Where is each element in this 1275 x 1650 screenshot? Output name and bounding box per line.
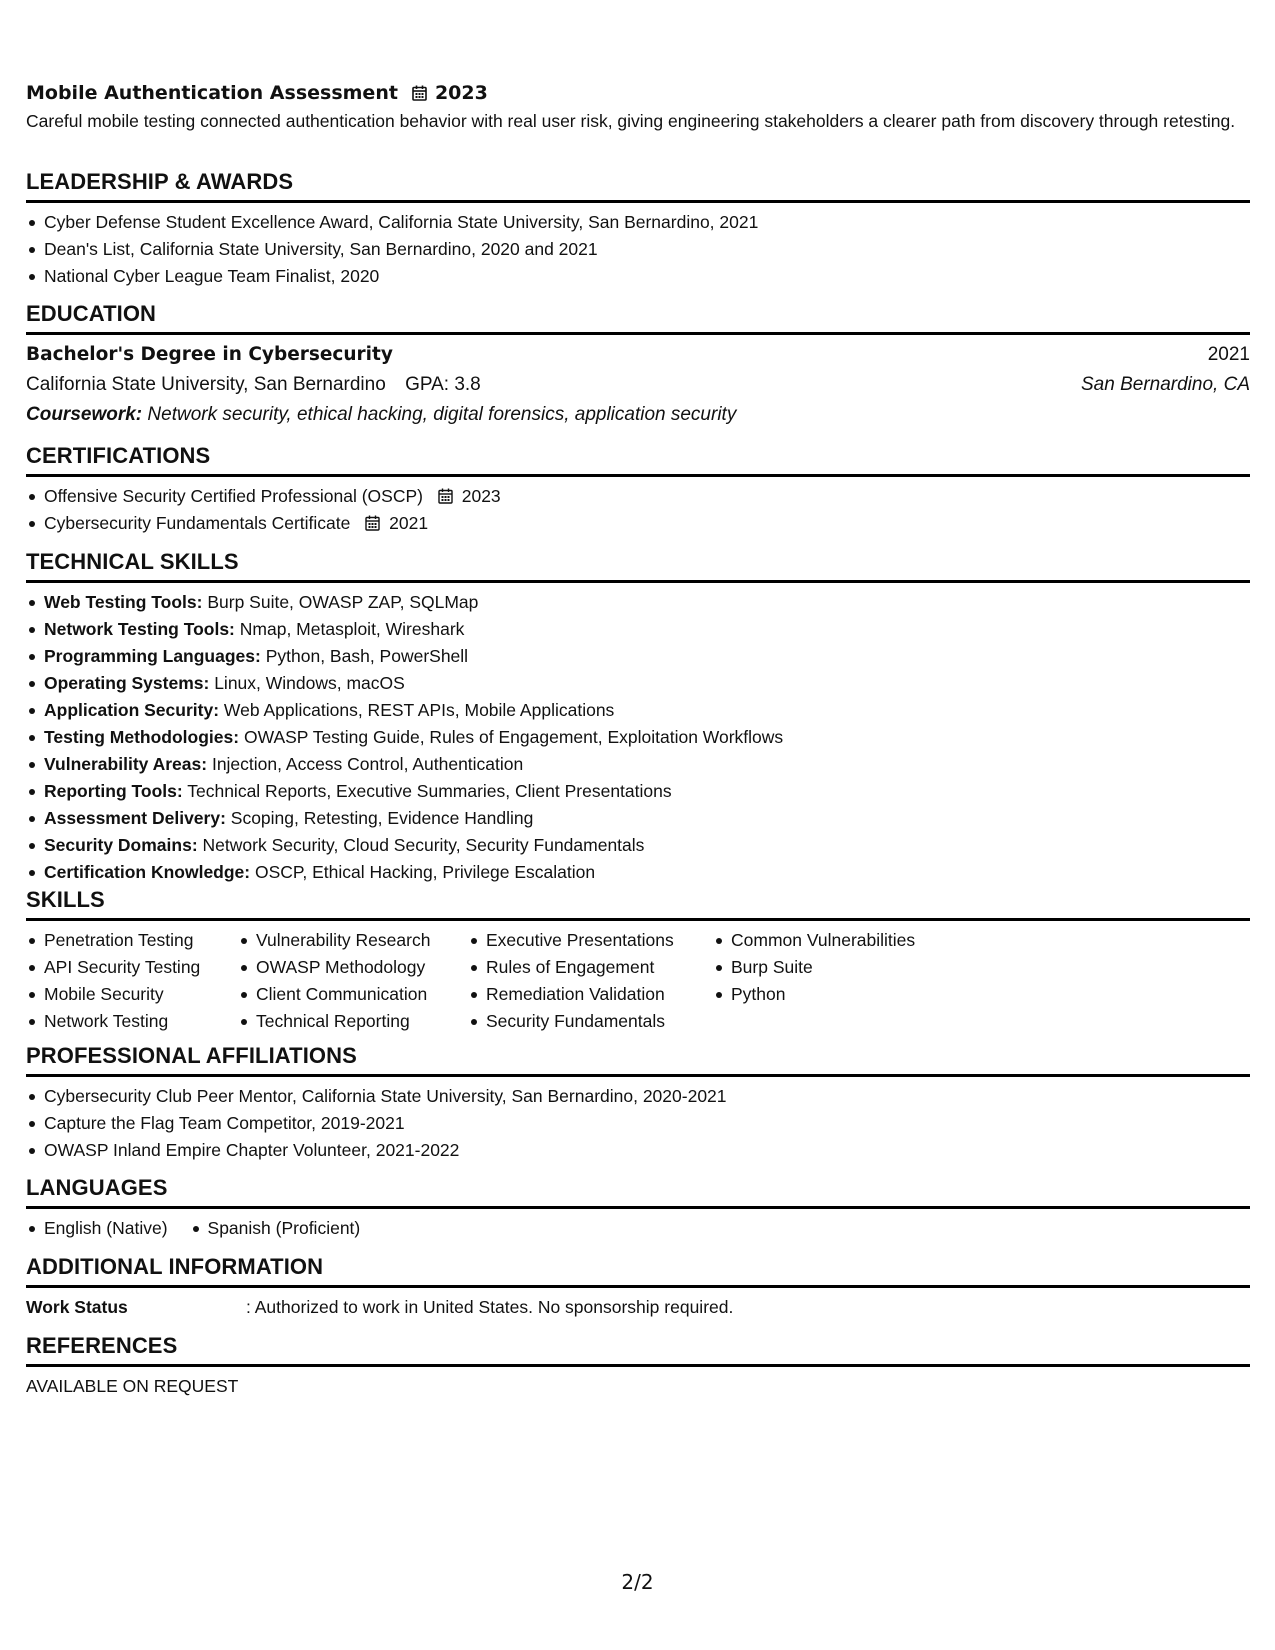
skill-category <box>26 643 1250 670</box>
certification-year: 2021 <box>389 513 429 533</box>
page-number: 2/2 <box>621 1570 654 1594</box>
section-title: PROFESSIONAL AFFILIATIONS <box>26 1042 1250 1077</box>
references-text: AVAILABLE ON REQUEST <box>26 1376 239 1396</box>
awards-list <box>26 209 1250 290</box>
coursework <box>26 400 1250 430</box>
skill-category-value: Network Security, Cloud Security, Security Fundamentals <box>202 835 645 855</box>
calendar-icon <box>412 85 427 101</box>
list-item: Dean's List, California State University, San Bernardino, 2020 and 2021 <box>26 236 1250 263</box>
section-leadership-awards <box>26 168 1250 290</box>
section-title: CERTIFICATIONS <box>26 442 1250 477</box>
language-item: Spanish (Proficient) <box>190 1215 361 1242</box>
certification-name: Offensive Security Certified Professional (OSCP) <box>44 486 423 506</box>
list-item: Cyber Defense Student Excellence Award, California State University, San Bernardino, 2021 <box>26 209 1250 236</box>
project-entry <box>26 80 1250 134</box>
skill-category <box>26 616 1250 643</box>
skills-column <box>713 927 973 1035</box>
work-status-label: Work Status <box>26 1297 128 1317</box>
skills-column <box>468 927 713 1035</box>
project-description: Careful mobile testing connected authentication behavior with real user risk, giving engineering stakeholders a clearer path from discovery through retesting. <box>26 111 1236 131</box>
skill-category-label: Reporting Tools: <box>44 781 183 801</box>
skill-item: Penetration Testing <box>26 927 238 954</box>
skill-item: OWASP Methodology <box>238 954 468 981</box>
skill-category-value: Injection, Access Control, Authentication <box>211 754 524 774</box>
skill-category-value: Technical Reports, Executive Summaries, Client Presentations <box>187 781 672 801</box>
skill-category-label: Programming Languages: <box>44 646 261 666</box>
skill-category-label: Vulnerability Areas: <box>44 754 208 774</box>
section-title: LANGUAGES <box>26 1174 1250 1209</box>
education-school-row <box>26 370 1250 400</box>
skill-item: Technical Reporting <box>238 1008 468 1035</box>
section-title: ADDITIONAL INFORMATION <box>26 1253 1250 1288</box>
project-year: 2023 <box>434 82 488 104</box>
section-title: SKILLS <box>26 886 1250 921</box>
project-header <box>26 80 1250 106</box>
skill-category <box>26 805 1250 832</box>
skill-category <box>26 859 1250 886</box>
skill-item: Client Communication <box>238 981 468 1008</box>
project-title: Mobile Authentication Assessment <box>26 82 398 104</box>
skill-category-label: Assessment Delivery: <box>44 808 226 828</box>
degree-name: Bachelor's Degree in Cybersecurity <box>26 344 393 365</box>
skill-item: Executive Presentations <box>468 927 713 954</box>
skill-category-value: Scoping, Retesting, Evidence Handling <box>230 808 534 828</box>
coursework-text: Network security, ethical hacking, digital forensics, application security <box>147 404 737 425</box>
list-item: National Cyber League Team Finalist, 2020 <box>26 263 1250 290</box>
skill-category-value: Burp Suite, OWASP ZAP, SQLMap <box>207 592 479 612</box>
certification-year: 2023 <box>461 486 501 506</box>
coursework-label: Coursework: <box>26 404 143 425</box>
gpa: GPA: 3.8 <box>405 374 481 395</box>
list-item: Capture the Flag Team Competitor, 2019-2021 <box>26 1110 1250 1137</box>
section-title: EDUCATION <box>26 300 1250 335</box>
section-title: LEADERSHIP & AWARDS <box>26 168 1250 203</box>
skill-category-label: Operating Systems: <box>44 673 210 693</box>
skill-category <box>26 724 1250 751</box>
section-technical-skills <box>26 548 1250 886</box>
language-item: English (Native) <box>26 1215 168 1242</box>
skill-category-value: Python, Bash, PowerShell <box>265 646 469 666</box>
certification-item <box>26 510 1250 537</box>
calendar-icon <box>365 515 380 531</box>
work-status-row <box>26 1294 1250 1321</box>
skill-category-value: Nmap, Metasploit, Wireshark <box>239 619 465 639</box>
skill-item: Remediation Validation <box>468 981 713 1008</box>
skill-category-label: Certification Knowledge: <box>44 862 251 882</box>
skills-column <box>238 927 468 1035</box>
skill-category-value: Linux, Windows, macOS <box>214 673 405 693</box>
section-certifications <box>26 442 1250 537</box>
skill-category <box>26 589 1250 616</box>
skill-category <box>26 751 1250 778</box>
affiliations-list <box>26 1083 1250 1164</box>
skill-category-value: OWASP Testing Guide, Rules of Engagement, Exploitation Workflows <box>243 727 784 747</box>
skill-category-label: Web Testing Tools: <box>44 592 203 612</box>
certifications-list <box>26 483 1250 537</box>
skill-category-value: OSCP, Ethical Hacking, Privilege Escalation <box>255 862 596 882</box>
skill-category-label: Application Security: <box>44 700 220 720</box>
work-status-value: : Authorized to work in United States. No sponsorship required. <box>246 1297 734 1317</box>
skill-item: Rules of Engagement <box>468 954 713 981</box>
list-item: OWASP Inland Empire Chapter Volunteer, 2021-2022 <box>26 1137 1250 1164</box>
language-list <box>26 1215 168 1242</box>
section-title: TECHNICAL SKILLS <box>26 548 1250 583</box>
section-references <box>26 1332 1250 1400</box>
language-list <box>190 1215 361 1242</box>
certification-item <box>26 483 1250 510</box>
skill-category <box>26 778 1250 805</box>
calendar-icon <box>438 488 453 504</box>
skill-item: Security Fundamentals <box>468 1008 713 1035</box>
school-location: San Bernardino, CA <box>1081 374 1250 395</box>
education-header-row <box>26 340 1250 370</box>
skills-grid <box>26 927 1250 1035</box>
skill-item: API Security Testing <box>26 954 238 981</box>
skill-category-label: Security Domains: <box>44 835 198 855</box>
technical-skills-list <box>26 589 1250 886</box>
skill-category-value: Web Applications, REST APIs, Mobile Applications <box>223 700 615 720</box>
skill-item: Mobile Security <box>26 981 238 1008</box>
section-skills <box>26 886 1250 1035</box>
graduation-year: 2021 <box>1207 344 1250 365</box>
skill-item: Common Vulnerabilities <box>713 927 973 954</box>
skill-category-label: Testing Methodologies: <box>44 727 240 747</box>
skill-item: Vulnerability Research <box>238 927 468 954</box>
languages-row <box>26 1215 1250 1242</box>
list-item: Cybersecurity Club Peer Mentor, California State University, San Bernardino, 2020-2021 <box>26 1083 1250 1110</box>
skill-category-label: Network Testing Tools: <box>44 619 235 639</box>
section-additional-information <box>26 1253 1250 1321</box>
skill-category <box>26 697 1250 724</box>
skill-category <box>26 832 1250 859</box>
section-title: REFERENCES <box>26 1332 1250 1367</box>
skill-item: Burp Suite <box>713 954 973 981</box>
section-professional-affiliations <box>26 1042 1250 1164</box>
skill-category <box>26 670 1250 697</box>
certification-name: Cybersecurity Fundamentals Certificate <box>44 513 351 533</box>
skill-item: Python <box>713 981 973 1008</box>
section-languages <box>26 1174 1250 1242</box>
school-name: California State University, San Bernardino <box>26 374 386 395</box>
skills-column <box>26 927 238 1035</box>
section-education <box>26 300 1250 430</box>
skill-item: Network Testing <box>26 1008 238 1035</box>
